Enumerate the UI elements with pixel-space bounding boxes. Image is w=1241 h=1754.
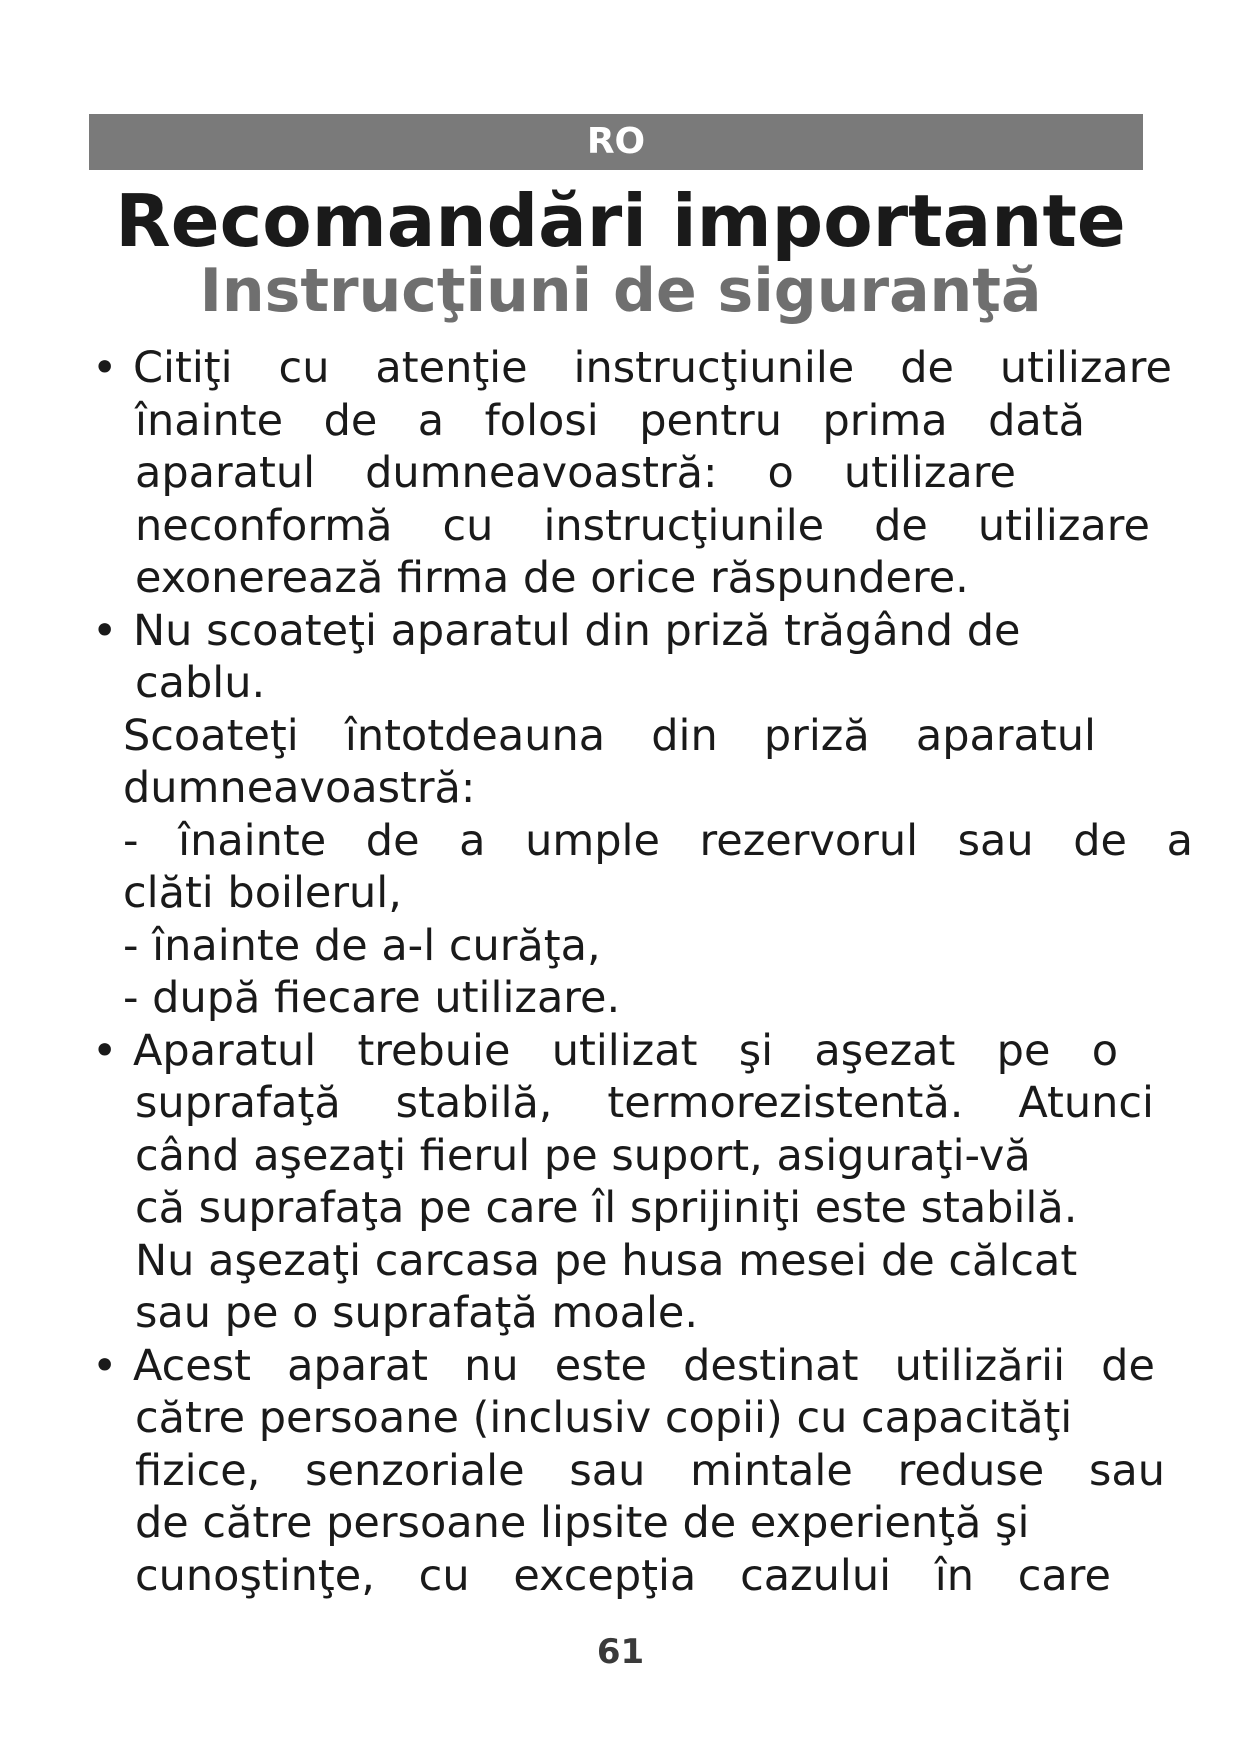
page-subtitle: Instrucţiuni de siguranţă [199, 256, 1042, 326]
word: cunoştinţe, [135, 1550, 375, 1601]
word: de [365, 815, 420, 866]
line-text: către persoane (inclusiv copii) cu capacităţi [135, 1393, 1073, 1443]
line-text: clăti boilerul, [123, 868, 402, 918]
line-text: dumneavoastră: [123, 763, 476, 813]
page-number: 61 [596, 1632, 645, 1672]
bullet-item-line [0, 1025, 1118, 1078]
word: priză [763, 710, 870, 761]
word: aşezat [814, 1025, 956, 1076]
word: instrucţiunile [573, 343, 855, 393]
word: mintale [690, 1445, 853, 1496]
word: fizice, [135, 1445, 261, 1496]
instruction-text-line [0, 1287, 1241, 1340]
word: a [417, 395, 445, 446]
language-header-bar: RO [89, 114, 1143, 170]
page-title: Recomandări importante [115, 179, 1126, 263]
instruction-text-line [0, 815, 1193, 868]
line-text: de către persoane lipsite de experienţă şi [135, 1498, 1030, 1548]
word: pe [996, 1025, 1051, 1076]
word: instrucţiunile [543, 500, 825, 551]
instruction-text-line [0, 762, 1241, 815]
word: utilizare [999, 343, 1172, 393]
instruction-text-line [0, 1497, 1241, 1550]
word: atenţie [375, 343, 528, 393]
word: dată [988, 395, 1085, 446]
word: neconformă [135, 500, 393, 551]
word: cu [442, 500, 494, 551]
word: în [934, 1550, 974, 1601]
word: utilizare [977, 500, 1150, 551]
word: de [900, 343, 954, 393]
instruction-text-line [0, 1182, 1241, 1235]
instruction-text-line [0, 1445, 1165, 1498]
instruction-text-line [0, 1392, 1241, 1445]
instruction-text-line [0, 395, 1085, 448]
word: utilizare [843, 448, 1016, 498]
word: care [1017, 1550, 1111, 1601]
word: suprafaţă [135, 1078, 341, 1128]
word: de [1073, 815, 1128, 866]
word: - [123, 815, 139, 866]
word: utilizării [894, 1340, 1066, 1391]
word: excepţia [513, 1550, 697, 1601]
word: de [1101, 1340, 1155, 1391]
word: destinat [683, 1340, 859, 1391]
word: nu [464, 1340, 519, 1391]
line-text: când aşezaţi fierul pe suport, asiguraţi-vă [135, 1130, 1031, 1181]
word: a [1166, 815, 1193, 866]
instruction-text-line [0, 972, 1241, 1025]
instruction-text-line [0, 710, 1096, 763]
word: utilizat [551, 1025, 698, 1076]
word: o [767, 448, 794, 498]
instruction-text-line [0, 657, 1241, 710]
bullet-item-line [0, 605, 1241, 658]
word: senzoriale [305, 1445, 525, 1496]
word: şi [738, 1025, 774, 1076]
word: înainte [135, 395, 284, 446]
word: de [874, 500, 928, 551]
word: din [651, 710, 718, 761]
word: Acest [133, 1340, 252, 1391]
line-text: sau pe o suprafaţă moale. [135, 1288, 699, 1338]
word: sau [957, 815, 1034, 866]
bullet-item-line [0, 1340, 1155, 1393]
instruction-text-line [0, 1235, 1241, 1288]
word: trebuie [357, 1025, 511, 1076]
line-text: exonerează firma de orice răspundere. [135, 553, 969, 603]
word: folosi [484, 395, 599, 446]
word: reduse [897, 1445, 1045, 1496]
word: o [1091, 1025, 1118, 1076]
word: a [459, 815, 486, 866]
bullet-icon: • [92, 1025, 118, 1076]
line-text: - înainte de a-l curăţa, [123, 920, 601, 971]
word: pentru [639, 395, 782, 446]
bullet-item-line [0, 342, 1172, 395]
word: prima [822, 395, 948, 446]
word: Citiţi [133, 343, 233, 393]
word: dumneavoastră: [365, 448, 718, 498]
word: întotdeauna [344, 710, 606, 761]
bullet-icon: • [92, 605, 118, 656]
instruction-text-line [0, 500, 1150, 553]
instruction-text-line [0, 552, 1241, 605]
word: aparat [287, 1340, 429, 1391]
line-text: Nu scoateţi aparatul din priză trăgând de [133, 605, 1021, 656]
word: cu [418, 1550, 470, 1601]
word: cu [278, 343, 330, 393]
line-text: - după fiecare utilizare. [123, 973, 621, 1023]
word: termorezistentă. [607, 1078, 964, 1128]
word: înainte [178, 815, 327, 866]
word: Aparatul [133, 1025, 317, 1076]
instruction-text-line [0, 867, 1241, 920]
instruction-text-line [0, 1077, 1154, 1130]
word: stabilă, [395, 1078, 553, 1128]
word: aparatul [135, 448, 316, 498]
instruction-text-line [0, 1130, 1241, 1183]
line-text: că suprafaţa pe care îl sprijiniţi este stabilă. [135, 1183, 1078, 1233]
word: sau [1088, 1445, 1165, 1496]
word: Atunci [1018, 1078, 1154, 1128]
instruction-text-line [0, 1550, 1111, 1603]
safety-instructions-list [0, 342, 1241, 1602]
word: este [554, 1340, 647, 1391]
word: de [323, 395, 378, 446]
instruction-text-line [0, 920, 1241, 973]
bullet-icon: • [92, 1340, 118, 1391]
line-text: cablu. [135, 658, 266, 708]
line-text: Nu aşezaţi carcasa pe husa mesei de călcat [135, 1235, 1078, 1286]
word: umple [525, 815, 660, 866]
word: Scoateţi [123, 710, 299, 761]
word: sau [569, 1445, 646, 1496]
instruction-text-line [0, 447, 1016, 500]
bullet-icon: • [92, 343, 118, 393]
word: rezervorul [699, 815, 919, 866]
word: cazului [740, 1550, 892, 1601]
word: aparatul [915, 710, 1096, 761]
